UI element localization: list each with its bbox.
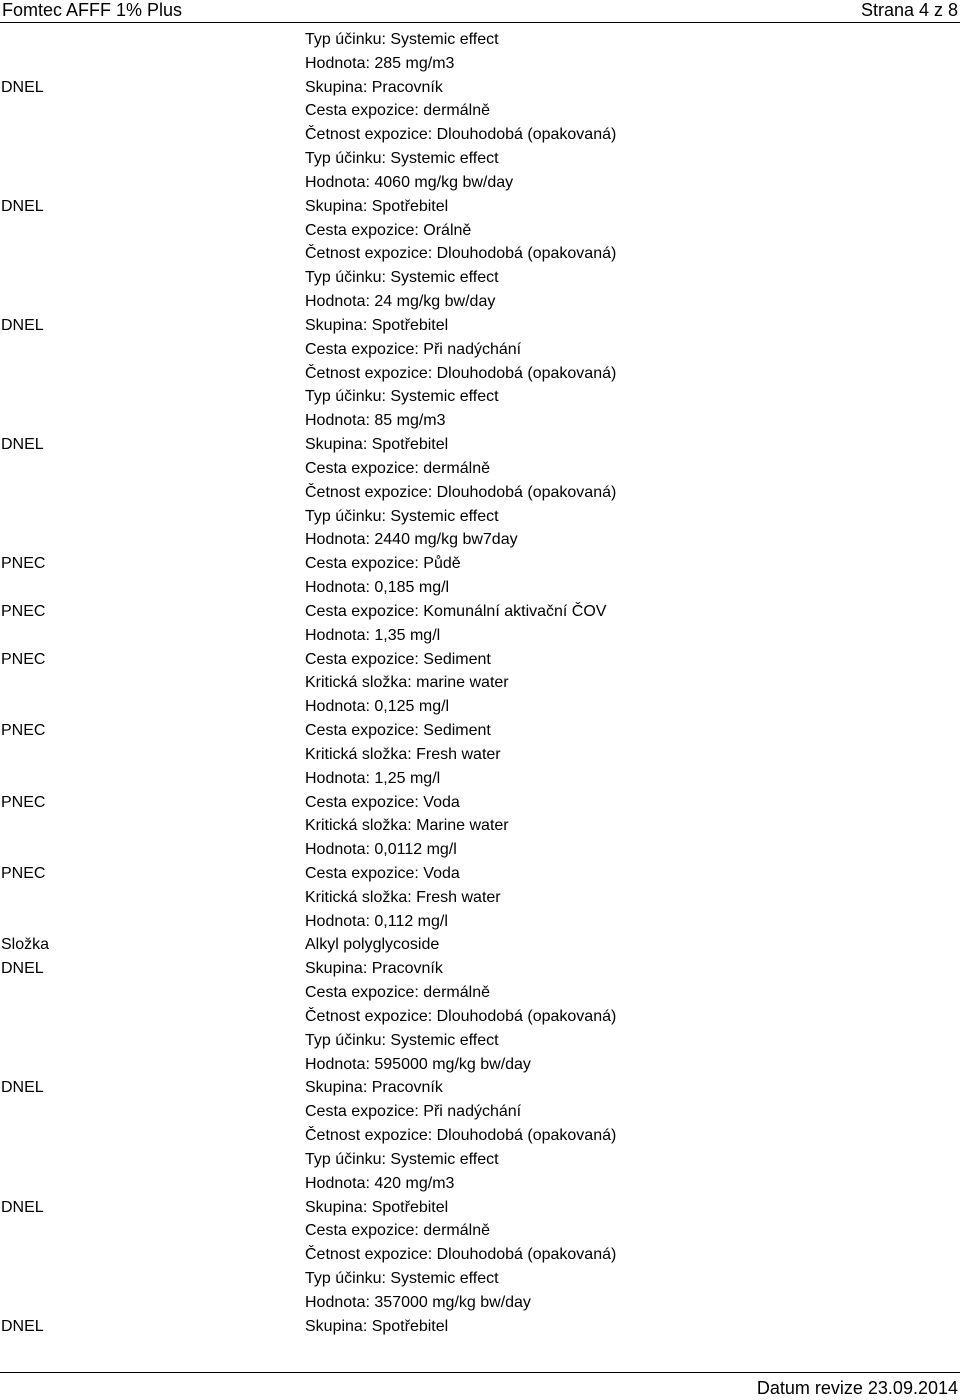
row-text: Četnost expozice: Dlouhodobá (opakovaná) (305, 483, 617, 501)
row-text: Kritická složka: Fresh water (305, 888, 501, 906)
table-row (0, 290, 960, 314)
row-text: Hodnota: 1,25 mg/l (305, 769, 441, 787)
row-text: Cesta expozice: Orálně (305, 221, 472, 239)
row-text: Cesta expozice: Při nadýchání (305, 1103, 522, 1121)
row-label: PNEC (1, 555, 46, 573)
row-label: PNEC (1, 722, 46, 740)
row-text: Skupina: Spotřebitel (305, 1198, 449, 1216)
table-row (0, 505, 960, 529)
table-row (0, 743, 960, 767)
table-row (0, 76, 960, 100)
row-text: Cesta expozice: dermálně (305, 1222, 490, 1240)
table-row (0, 1315, 960, 1339)
table-row (0, 1196, 960, 1220)
table-row (0, 791, 960, 815)
table-row (0, 385, 960, 409)
row-text: Hodnota: 285 mg/m3 (305, 54, 455, 72)
page-number: Strana 4 z 8 (860, 0, 958, 20)
document-body (0, 28, 960, 1339)
row-text: Cesta expozice: dermálně (305, 459, 490, 477)
row-label: DNEL (1, 78, 44, 96)
table-row (0, 814, 960, 838)
table-row (0, 886, 960, 910)
row-text: Hodnota: 0,0112 mg/l (305, 841, 457, 859)
row-text: Hodnota: 4060 mg/kg bw/day (305, 173, 514, 191)
row-text: Skupina: Spotřebitel (305, 436, 449, 454)
table-row (0, 1291, 960, 1315)
row-text: Hodnota: 0,125 mg/l (305, 698, 450, 716)
row-label: DNEL (1, 1317, 44, 1335)
row-text: Cesta expozice: Sediment (305, 722, 491, 740)
table-row (0, 1076, 960, 1100)
row-text: Typ účinku: Systemic effect (305, 1270, 499, 1288)
table-row (0, 719, 960, 743)
table-row (0, 957, 960, 981)
row-text: Typ účinku: Systemic effect (305, 388, 499, 406)
row-text: Cesta expozice: Voda (305, 793, 460, 811)
table-row (0, 695, 960, 719)
row-label: PNEC (1, 793, 46, 811)
table-row (0, 648, 960, 672)
row-label: Složka (1, 936, 50, 954)
table-row (0, 28, 960, 52)
row-text: Typ účinku: Systemic effect (305, 150, 499, 168)
row-text: Hodnota: 0,185 mg/l (305, 579, 450, 597)
row-label: PNEC (1, 602, 46, 620)
row-text: Četnost expozice: Dlouhodobá (opakovaná) (305, 364, 617, 382)
table-row (0, 1100, 960, 1124)
table-row (0, 409, 960, 433)
table-row (0, 862, 960, 886)
table-row (0, 910, 960, 934)
row-text: Skupina: Pracovník (305, 960, 443, 978)
row-text: Alkyl polyglycoside (305, 936, 440, 954)
table-row (0, 52, 960, 76)
row-text: Skupina: Pracovník (305, 1079, 443, 1097)
row-text: Skupina: Spotřebitel (305, 1317, 449, 1335)
table-row (0, 1029, 960, 1053)
table-row (0, 481, 960, 505)
row-text: Typ účinku: Systemic effect (305, 507, 499, 525)
table-row (0, 671, 960, 695)
row-text: Hodnota: 85 mg/m3 (305, 412, 446, 430)
row-text: Hodnota: 595000 mg/kg bw/day (305, 1055, 531, 1073)
row-text: Typ účinku: Systemic effect (305, 1031, 499, 1049)
table-row (0, 266, 960, 290)
row-text: Četnost expozice: Dlouhodobá (opakovaná) (305, 245, 617, 263)
table-row (0, 552, 960, 576)
row-text: Cesta expozice: Komunální aktivační ČOV (305, 602, 607, 620)
row-label: DNEL (1, 960, 44, 978)
row-label: DNEL (1, 1079, 44, 1097)
row-text: Kritická složka: marine water (305, 674, 509, 692)
table-row (0, 219, 960, 243)
table-row (0, 576, 960, 600)
row-text: Cesta expozice: Sediment (305, 650, 491, 668)
table-row (0, 624, 960, 648)
table-row (0, 1053, 960, 1077)
row-text: Skupina: Spotřebitel (305, 197, 449, 215)
row-text: Cesta expozice: Půdě (305, 555, 461, 573)
row-text: Hodnota: 357000 mg/kg bw/day (305, 1293, 531, 1311)
table-row (0, 1124, 960, 1148)
row-text: Cesta expozice: dermálně (305, 984, 490, 1002)
row-text: Kritická složka: Fresh water (305, 745, 501, 763)
table-row (0, 433, 960, 457)
row-text: Hodnota: 420 mg/m3 (305, 1174, 455, 1192)
table-row (0, 933, 960, 957)
table-row (0, 767, 960, 791)
row-text: Hodnota: 2440 mg/kg bw7day (305, 531, 518, 549)
table-row (0, 838, 960, 862)
table-row (0, 1219, 960, 1243)
document-title: Fomtec AFFF 1% Plus (2, 0, 183, 20)
table-row (0, 195, 960, 219)
row-text: Cesta expozice: Při nadýchání (305, 340, 522, 358)
table-row (0, 338, 960, 362)
row-label: PNEC (1, 650, 46, 668)
table-row (0, 457, 960, 481)
table-row (0, 362, 960, 386)
page-header (0, 0, 960, 23)
table-row (0, 1148, 960, 1172)
row-label: DNEL (1, 316, 44, 334)
row-text: Hodnota: 0,112 mg/l (305, 912, 448, 930)
table-row (0, 600, 960, 624)
table-row (0, 1172, 960, 1196)
row-text: Hodnota: 1,35 mg/l (305, 626, 441, 644)
table-row (0, 123, 960, 147)
row-text: Typ účinku: Systemic effect (305, 269, 499, 287)
table-row (0, 99, 960, 123)
row-text: Skupina: Spotřebitel (305, 316, 449, 334)
row-text: Kritická složka: Marine water (305, 817, 509, 835)
row-text: Typ účinku: Systemic effect (305, 1150, 499, 1168)
table-row (0, 528, 960, 552)
row-text: Četnost expozice: Dlouhodobá (opakovaná) (305, 126, 617, 144)
row-text: Typ účinku: Systemic effect (305, 31, 499, 48)
row-text: Četnost expozice: Dlouhodobá (opakovaná) (305, 1007, 617, 1025)
table-row (0, 1005, 960, 1029)
table-row (0, 147, 960, 171)
row-label: PNEC (1, 864, 46, 882)
page-footer (0, 1372, 960, 1400)
table-row (0, 981, 960, 1005)
table-row (0, 171, 960, 195)
table-row (0, 242, 960, 266)
row-text: Četnost expozice: Dlouhodobá (opakovaná) (305, 1246, 617, 1264)
row-text: Cesta expozice: dermálně (305, 102, 490, 120)
table-row (0, 1243, 960, 1267)
row-text: Cesta expozice: Voda (305, 864, 460, 882)
row-text: Hodnota: 24 mg/kg bw/day (305, 293, 496, 311)
row-label: DNEL (1, 197, 44, 215)
row-text: Četnost expozice: Dlouhodobá (opakovaná) (305, 1127, 617, 1145)
revision-date: Datum revize 23.09.2014 (756, 1378, 958, 1398)
row-label: DNEL (1, 436, 44, 454)
table-row (0, 314, 960, 338)
table-row (0, 1267, 960, 1291)
row-text: Skupina: Pracovník (305, 78, 443, 96)
row-label: DNEL (1, 1198, 44, 1216)
